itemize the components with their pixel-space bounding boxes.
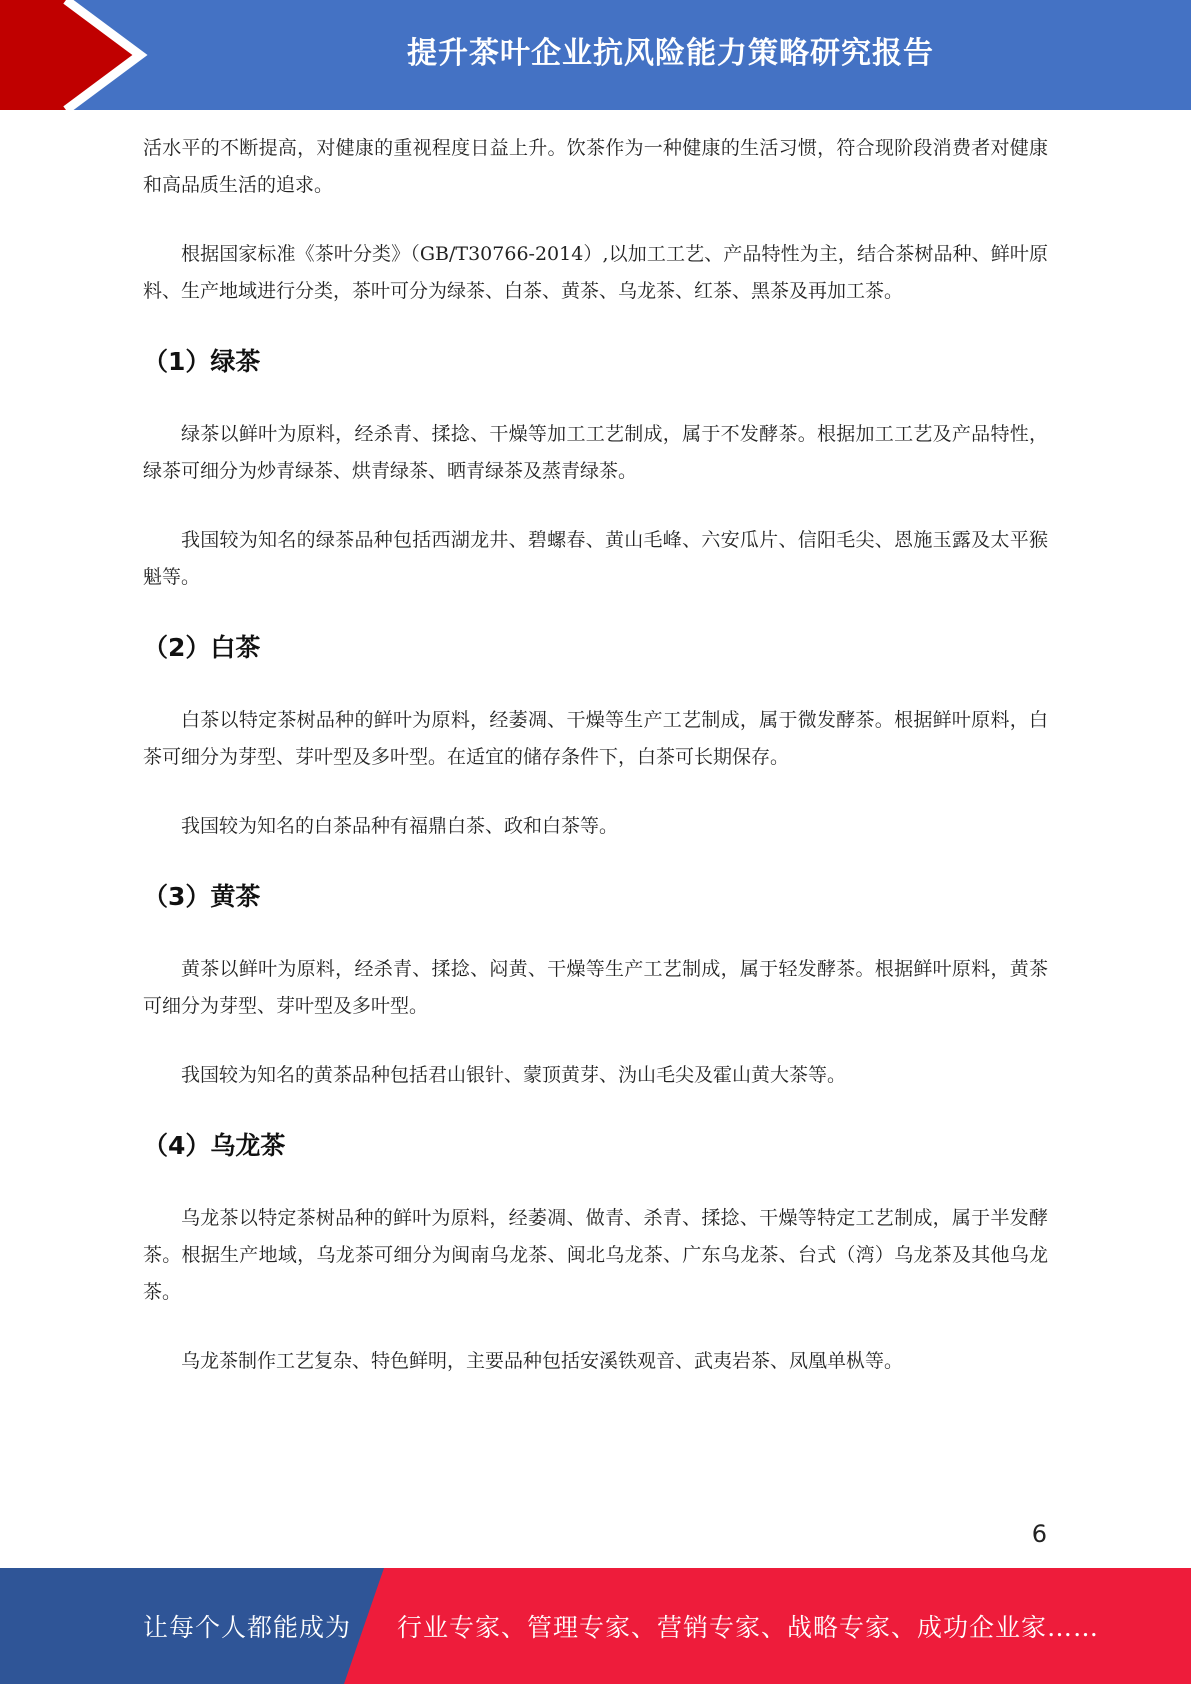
section-heading-yellow-tea: （3）黄茶 <box>143 882 261 911</box>
paragraph: 乌龙茶以特定茶树品种的鲜叶为原料，经萎凋、做青、杀青、揉捻、干燥等特定工艺制成，属于半发酵茶。根据生产地域，乌龙茶可细分为闽南乌龙茶、闽北乌龙茶、广东乌龙茶、台式（湾）乌龙茶及其他乌龙茶。 <box>143 1207 1048 1303</box>
paragraph: 我国较为知名的白茶品种有福鼎白茶、政和白茶等。 <box>181 815 619 837</box>
paragraph: 白茶以特定茶树品种的鲜叶为原料，经萎凋、干燥等生产工艺制成，属于微发酵茶。根据鲜叶原料，白茶可细分为芽型、芽叶型及多叶型。在适宜的储存条件下，白茶可长期保存。 <box>143 709 1048 768</box>
section-heading-oolong-tea: （4）乌龙茶 <box>143 1131 286 1160</box>
section-heading-green-tea: （1）绿茶 <box>143 347 261 376</box>
paragraph: 根据国家标准《茶叶分类》（GB/T30766-2014）,以加工工艺、产品特性为主，结合茶树品种、鲜叶原料、生产地域进行分类，茶叶可分为绿茶、白茶、黄茶、乌龙茶、红茶、黑茶及再加工茶。 <box>143 243 1048 302</box>
page-header <box>0 0 1191 110</box>
paragraph: 我国较为知名的绿茶品种包括西湖龙井、碧螺春、黄山毛峰、六安瓜片、信阳毛尖、恩施玉露及太平猴魁等。 <box>143 529 1048 588</box>
section-heading-white-tea: （2）白茶 <box>143 633 261 662</box>
page-number: 6 <box>1031 1520 1047 1548</box>
paragraph: 我国较为知名的黄茶品种包括君山银针、蒙顶黄芽、沩山毛尖及霍山黄大茶等。 <box>181 1064 847 1086</box>
footer-slogan-left: 让每个人都能成为 <box>143 1613 352 1642</box>
footer-slogan-right: 行业专家、管理专家、营销专家、战略专家、成功企业家…… <box>397 1613 1100 1642</box>
paragraph: 乌龙茶制作工艺复杂、特色鲜明，主要品种包括安溪铁观音、武夷岩茶、凤凰单枞等。 <box>181 1350 904 1372</box>
paragraph: 绿茶以鲜叶为原料，经杀青、揉捻、干燥等加工工艺制成，属于不发酵茶。根据加工工艺及产品特性，绿茶可细分为炒青绿茶、烘青绿茶、晒青绿茶及蒸青绿茶。 <box>143 423 1048 482</box>
page-footer <box>0 1568 1191 1684</box>
paragraph: 黄茶以鲜叶为原料，经杀青、揉捻、闷黄、干燥等生产工艺制成，属于轻发酵茶。根据鲜叶原料，黄茶可细分为芽型、芽叶型及多叶型。 <box>143 958 1048 1017</box>
report-title: 提升茶叶企业抗风险能力策略研究报告 <box>407 36 934 71</box>
main-content <box>143 130 1048 1380</box>
header-arrow-decoration <box>0 0 160 110</box>
paragraph: 活水平的不断提高，对健康的重视程度日益上升。饮茶作为一种健康的生活习惯，符合现阶段消费者对健康和高品质生活的追求。 <box>143 137 1048 196</box>
